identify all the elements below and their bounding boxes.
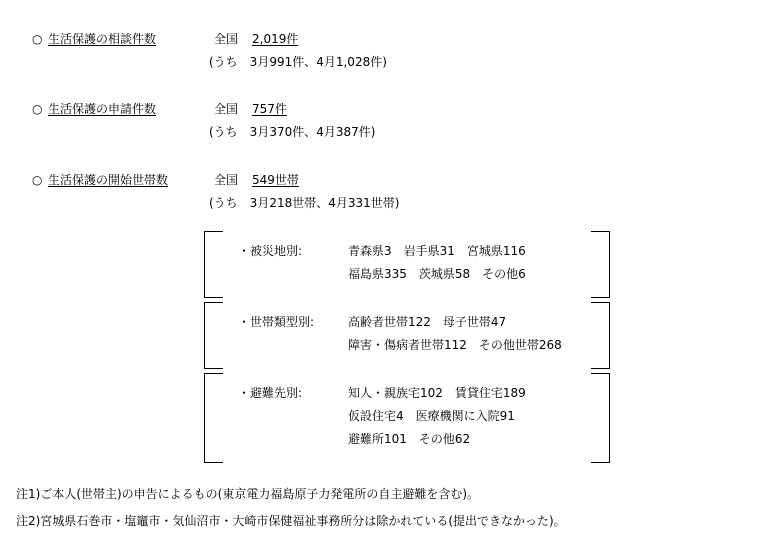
- section-title: 生活保護の申請件数: [48, 102, 157, 116]
- breakdown-label: ・被災地別:: [238, 244, 303, 258]
- breakdown-line: 福島県335 茨城県58 その他6: [348, 267, 526, 281]
- total-value: 757件: [252, 102, 287, 116]
- bullet-circle: ○: [32, 32, 43, 46]
- monthly-detail: (うち 3月370件、4月387件): [209, 125, 376, 139]
- section-title: 生活保護の開始世帯数: [48, 173, 169, 187]
- bullet-circle: ○: [32, 102, 43, 116]
- total-value: 549世帯: [252, 173, 299, 187]
- bullet-circle: ○: [32, 173, 43, 187]
- breakdown-line: 仮設住宅4 医療機関に入院91: [348, 409, 515, 423]
- bracket-left: [204, 231, 223, 298]
- monthly-detail: (うち 3月218世帯、4月331世帯): [209, 196, 400, 210]
- bracket-right: [591, 302, 610, 369]
- bracket-right: [591, 231, 610, 298]
- bracket-left: [204, 302, 223, 369]
- total-label: 全国: [214, 102, 239, 116]
- breakdown-line: 障害・傷病者世帯112 その他世帯268: [348, 338, 562, 352]
- breakdown-line: 青森県3 岩手県31 宮城県116: [348, 244, 526, 258]
- total-label: 全国: [214, 32, 239, 46]
- bracket-left: [204, 373, 223, 463]
- monthly-detail: (うち 3月991件、4月1,028件): [209, 55, 387, 69]
- breakdown-label: ・世帯類型別:: [238, 315, 315, 329]
- footnote: 注1)ご本人(世帯主)の申告によるもの(東京電力福島原子力発電所の自主避難を含む)。: [16, 487, 480, 501]
- total-label: 全国: [214, 173, 239, 187]
- section-title: 生活保護の相談件数: [48, 32, 157, 46]
- breakdown-line: 高齢者世帯122 母子世帯47: [348, 315, 507, 329]
- footnote: 注2)宮城県石巻市・塩竈市・気仙沼市・大崎市保健福祉事務所分は除かれている(提出できなかった)。: [16, 514, 566, 528]
- breakdown-label: ・避難先別:: [238, 386, 303, 400]
- bracket-right: [591, 373, 610, 463]
- breakdown-line: 知人・親族宅102 賃貸住宅189: [348, 386, 526, 400]
- breakdown-line: 避難所101 その他62: [348, 432, 471, 446]
- total-value: 2,019件: [252, 32, 299, 46]
